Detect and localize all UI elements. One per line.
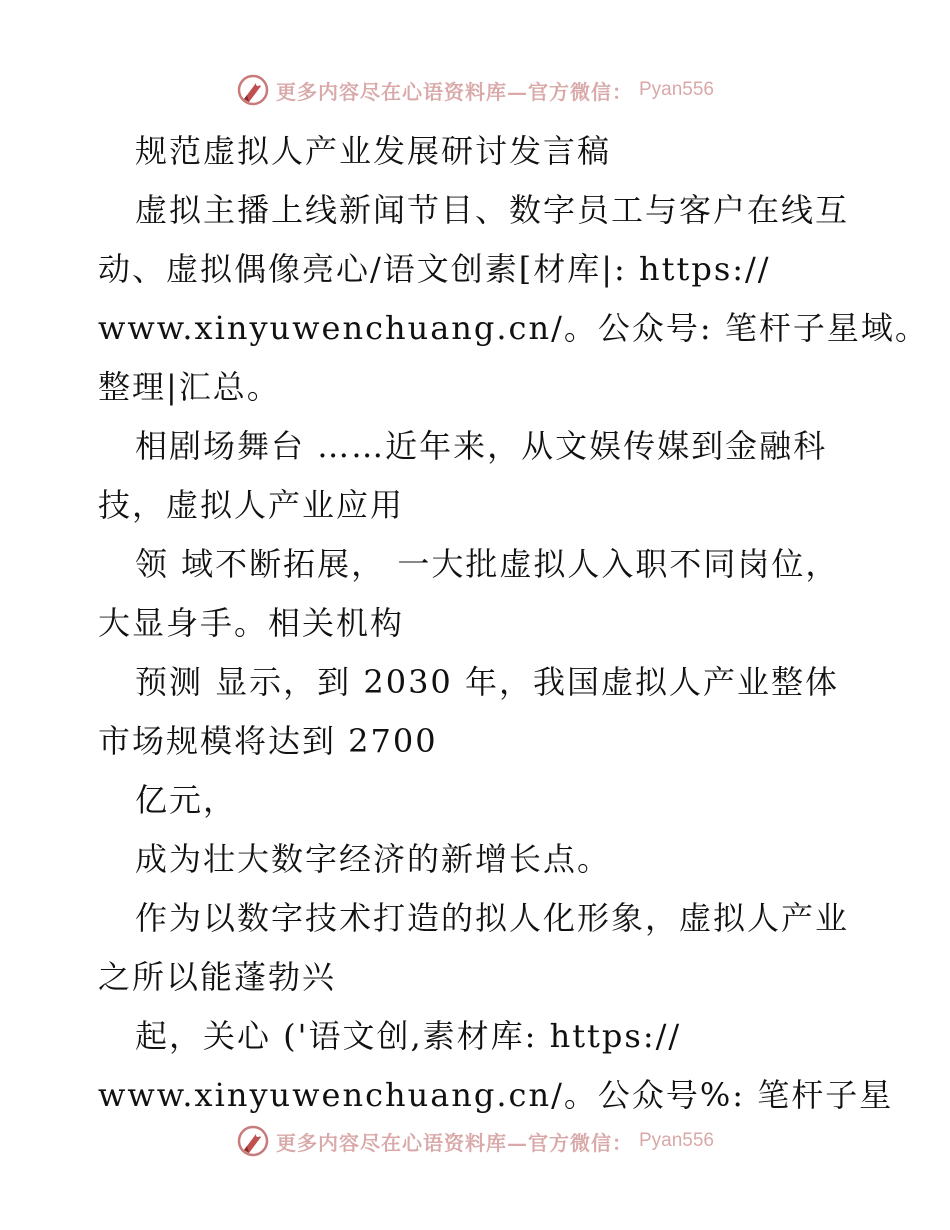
paragraph-line: 起，关心 ('语文创,素材库: https://: [135, 1017, 682, 1055]
paragraph-line: www.xinyuwenchuang.cn/。公众号%: 笔杆子星: [98, 1076, 894, 1114]
paragraph-line: 成为壮大数字经济的新增长点。: [135, 840, 612, 878]
paragraph-line: 大显身手。相关机构: [98, 604, 405, 642]
paragraph-line: 虚拟主播上线新闻节目、数字员工与客户在线互: [135, 191, 850, 229]
paragraph-line: 动、虚拟偶像亮心/语文创素[材库|: https://: [98, 250, 771, 288]
watermark-handle: Pyan556: [638, 1130, 714, 1151]
paragraph-line: 技，虚拟人产业应用: [98, 486, 405, 524]
paragraph-line: 之所以能蓬勃兴: [98, 958, 337, 996]
paragraph-line: www.xinyuwenchuang.cn/。公众号: 笔杆子星域。: [98, 309, 929, 347]
document-title: 规范虚拟人产业发展研讨发言稿: [135, 132, 612, 170]
watermark-text: 更多内容尽在心语资料库—官方微信：: [275, 79, 633, 104]
paragraph-line: 作为以数字技术打造的拟人化形象，虚拟人产业: [135, 899, 850, 937]
paragraph-line: 市场规模将达到 2700: [98, 722, 438, 760]
paragraph-line: 预测 显示，到 2030 年，我国虚拟人产业整体: [135, 663, 839, 701]
paragraph-line: 整理|汇总。: [98, 368, 281, 406]
pen-nib-logo-icon: [236, 1124, 270, 1158]
footer-watermark: [0, 1121, 950, 1161]
header-watermark: [0, 70, 950, 110]
paragraph-line: 相剧场舞台 ……近年来，从文娱传媒到金融科: [135, 427, 828, 465]
pen-nib-logo-icon: [236, 73, 270, 107]
watermark-text: 更多内容尽在心语资料库—官方微信：: [275, 1130, 633, 1155]
paragraph-line: 领 域不断拓展， 一大批虚拟人入职不同岗位，: [135, 545, 840, 583]
paragraph-line: 亿元，: [135, 781, 238, 819]
watermark-handle: Pyan556: [638, 79, 714, 100]
document-body: [98, 122, 929, 1125]
